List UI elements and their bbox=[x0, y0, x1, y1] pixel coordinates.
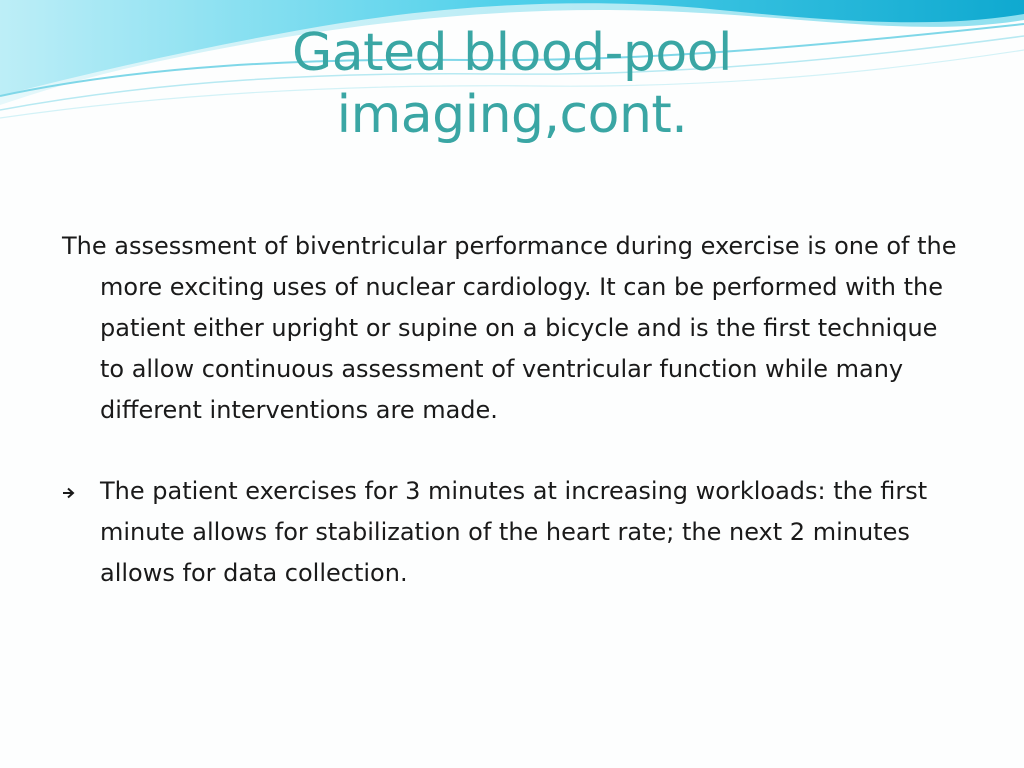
arrow-right-icon bbox=[62, 471, 78, 512]
bullet-text: The patient exercises for 3 minutes at increasing workloads: the first minute allows for stabilization of the heart rate; the next 2 minutes allows for data collection. bbox=[100, 477, 928, 587]
slide-body bbox=[62, 226, 962, 594]
bullet-item bbox=[62, 471, 962, 594]
slide-title-line-2: imaging,cont. bbox=[336, 85, 688, 145]
body-paragraph: The assessment of biventricular performance during exercise is one of the more exciting uses of nuclear cardiology. It can be performed with the patient either upright or supine on a bicycle and is the first technique to allow continuous assessment of ventricular function while many different interventions are made. bbox=[62, 232, 957, 424]
slide-title bbox=[0, 22, 1024, 146]
slide-title-line-1: Gated blood-pool bbox=[291, 23, 733, 83]
